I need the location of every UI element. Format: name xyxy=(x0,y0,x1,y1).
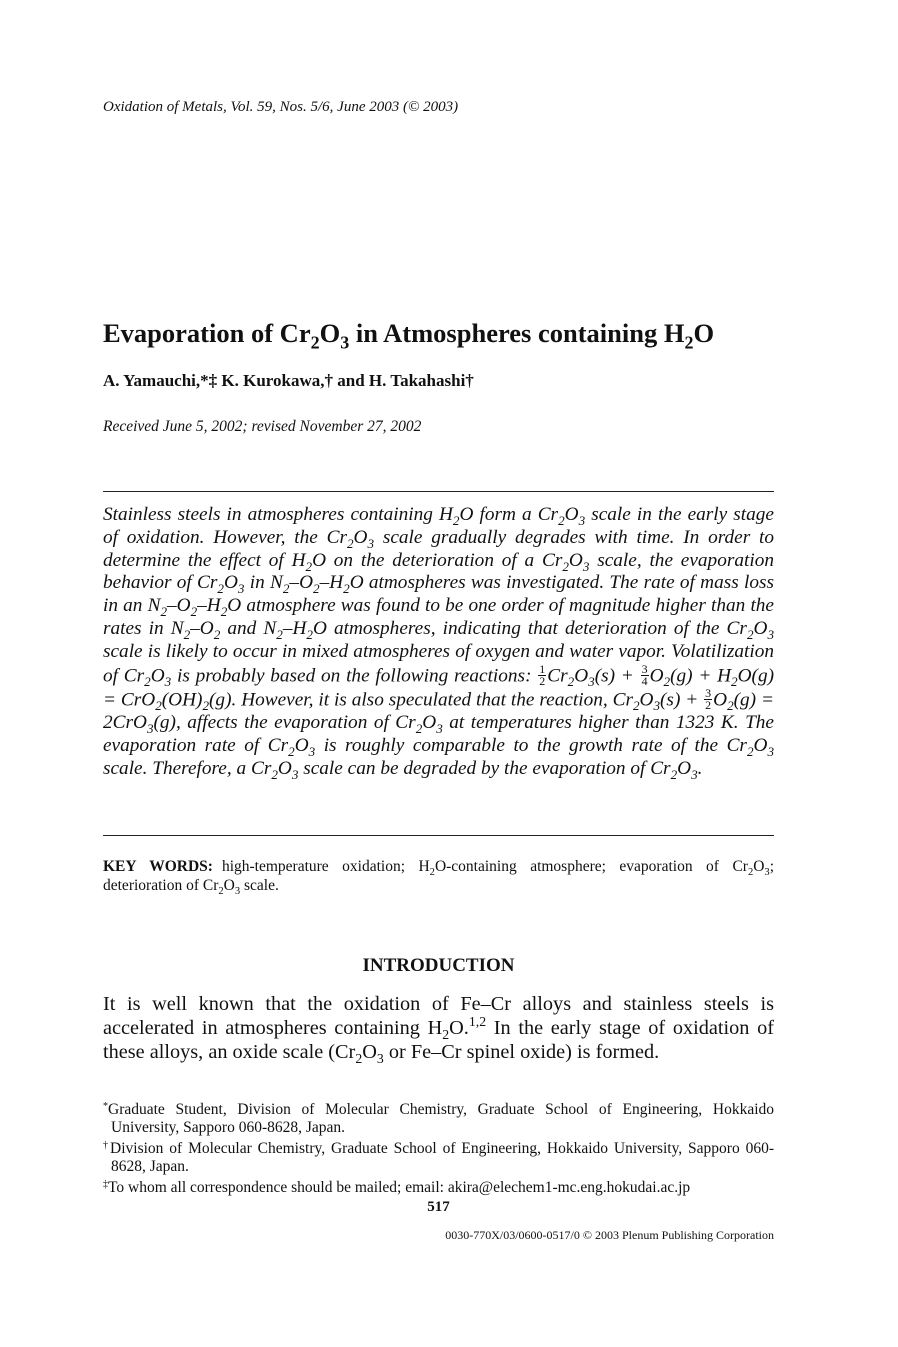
fraction-one-half: $\frac{1}{2}$ xyxy=(539,661,546,688)
footnote: *Graduate Student, Division of Molecular Chemistry, Graduate School of Engineering, Hokkaido University, Sapporo 060-8628, Japan. xyxy=(103,1101,774,1136)
fraction-three-quarters: $\frac{3}{4}$ xyxy=(641,661,648,688)
abstract-top-rule xyxy=(103,491,774,492)
key-words-label: KEY WORDS: xyxy=(103,858,213,875)
journal-citation: Oxidation of Metals, Vol. 59, Nos. 5/6, June 2003 (© 2003) xyxy=(103,99,459,115)
footnote: ‡To whom all correspondence should be mailed; email: akira@elechem1-mc.eng.hokudai.ac.jp xyxy=(103,1179,691,1196)
citation-ref[interactable]: 1,2 xyxy=(468,1014,487,1030)
received-dates: Received June 5, 2002; revised November 27, 2002 xyxy=(103,418,422,435)
section-heading-introduction: INTRODUCTION xyxy=(362,955,515,976)
paper-title: Evaporation of $Cr_2O_3$ in Atmospheres containing $H_2O$ xyxy=(103,318,715,353)
page-number: 517 xyxy=(427,1199,450,1215)
footnote: †Division of Molecular Chemistry, Graduate School of Engineering, Hokkaido University, Sapporo 060-8628, Japan. xyxy=(103,1140,775,1175)
copyright-line: 0030-770X/03/0600-0517/0 © 2003 Plenum Publishing Corporation xyxy=(445,1228,774,1242)
introduction-paragraph: It is well known that the oxidation of Fe–Cr alloys and stainless steels is accelerated in atmospheres containing $H_2O.^{1,2}$ In the early stage of oxidation of these alloys, an oxide scale ($Cr_2O_3$ or Fe–Cr spinel oxide) is formed. xyxy=(103,993,774,1067)
abstract-bottom-rule xyxy=(103,835,774,836)
footnotes xyxy=(103,1098,774,1197)
key-words: KEY WORDS: high-temperature oxidation; $H_2O$-containing atmosphere; evaporation of $Cr_2O_3$; deterioration of $Cr_2O_3$ scale. xyxy=(103,858,774,897)
abstract: Stainless steels in atmospheres containing $H_2O$ form a $Cr_2O_3$ scale in the early stage of oxidation. However, the $Cr_2O_3$ scale gradually degrades with time. In order to determine the effect of $H_2O$ on the deterioration of a $Cr_2O_3$ scale, the evaporation behavior of $Cr_2O_3$ in $N_2-O_2-H_2O$ atmospheres was investigated. The rate of mass loss in an $N_2-O_2-H_2O$ atmosphere was found to be one order of magnitude higher than the rates in $N_2-O_2$ and $N_2-H_2O$ atmospheres, indicating that deterioration of the $Cr_2O_3$ scale is likely to occur in mixed atmospheres of oxygen and water vapor. Volatilization of $Cr_2O_3$ is probably based on the following reactions: $\frac{1}{2}$ $Cr_2O_3(s)$ + $\frac{3}{4}$ $O_2(g) + H_2O(g) = CrO_2(OH)_2(g)$. However, it is also speculated that the reaction, $Cr_2O_3(s)$ + $\frac{3}{2}$ $O_2(g) = 2CrO_3(g)$, affects the evaporation of $Cr_2O_3$ at temperatures higher than 1323 K. The evaporation rate of $Cr_2O_3$ is roughly comparable to the growth rate of the $Cr_2O_3$ scale. Therefore, a $Cr_2O_3$ scale can be degraded by the evaporation of $Cr_2O_3$. xyxy=(103,504,775,782)
fraction-three-halves: $\frac{3}{2}$ xyxy=(705,685,712,713)
author-list: A. Yamauchi,*‡ K. Kurokawa,† and H. Takahashi† xyxy=(103,371,474,390)
